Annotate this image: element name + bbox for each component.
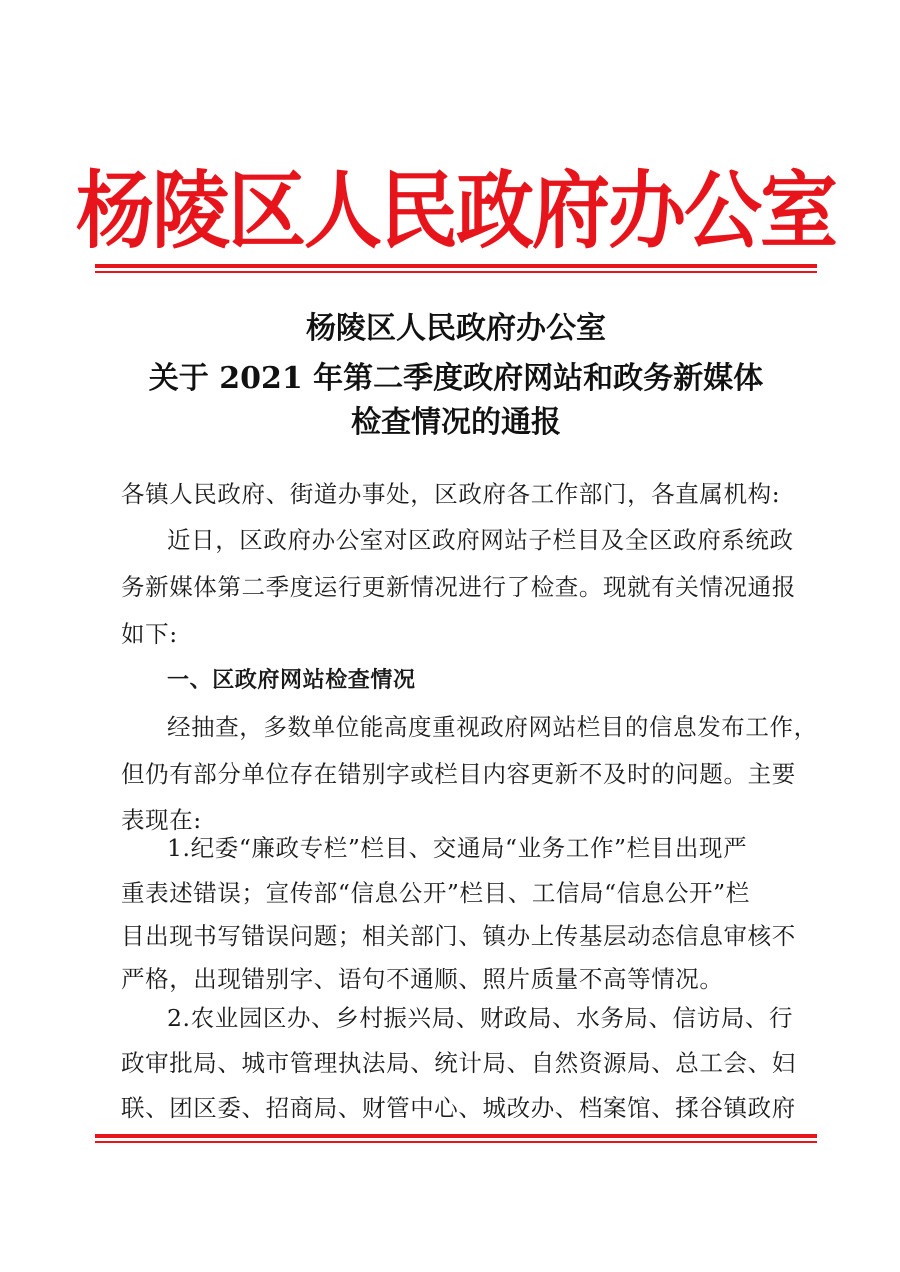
item2-line-1: 2.农业园区办、乡村振兴局、财政局、水务局、信访局、行	[167, 1004, 794, 1032]
item2-line-3: 联、团区委、招商局、财管中心、城改办、档案馆、揉谷镇政府	[121, 1094, 796, 1122]
section1-para-line-3: 表现在:	[121, 806, 202, 834]
red-rule-bottom-thick	[95, 1134, 817, 1138]
red-rule-top-thick	[95, 264, 817, 268]
red-rule-top-thin	[95, 271, 817, 273]
salutation: 各镇人民政府、街道办事处，区政府各工作部门，各直属机构:	[121, 480, 781, 508]
item2-line-2: 政审批局、城市管理执法局、统计局、自然资源局、总工会、妇	[121, 1049, 796, 1077]
intro-line-2: 务新媒体第二季度运行更新情况进行了检查。现就有关情况通报	[121, 573, 796, 601]
section1-para-line-1: 经抽查，多数单位能高度重视政府网站栏目的信息发布工作，	[167, 713, 818, 741]
section1-para-line-2: 但仍有部分单位存在错别字或栏目内容更新不及时的问题。主要	[121, 760, 796, 788]
red-rule-bottom-thin	[95, 1141, 817, 1143]
intro-line-3: 如下:	[121, 620, 178, 648]
document-title-line-2: 关于 2021 年第二季度政府网站和政务新媒体	[148, 361, 764, 396]
item1-line-2: 重表述错误；宣传部“信息公开”栏目、工信局“信息公开”栏	[121, 879, 750, 907]
document-title-line-3: 检查情况的通报	[351, 405, 561, 440]
document-title-line-1: 杨陵区人民政府办公室	[306, 311, 606, 346]
intro-line-1: 近日，区政府办公室对区政府网站子栏目及全区政府系统政	[167, 526, 794, 554]
item1-line-3: 目出现书写错误问题；相关部门、镇办上传基层动态信息审核不	[121, 922, 796, 950]
item1-line-1: 1.纪委“廉政专栏”栏目、交通局“业务工作”栏目出现严	[167, 834, 748, 862]
item1-line-4: 严格，出现错别字、语句不通顺、照片质量不高等情况。	[121, 965, 724, 993]
masthead-red-header: 杨陵区人民政府办公室	[76, 162, 837, 261]
section-heading-website-check: 一、区政府网站检查情况	[167, 668, 416, 693]
